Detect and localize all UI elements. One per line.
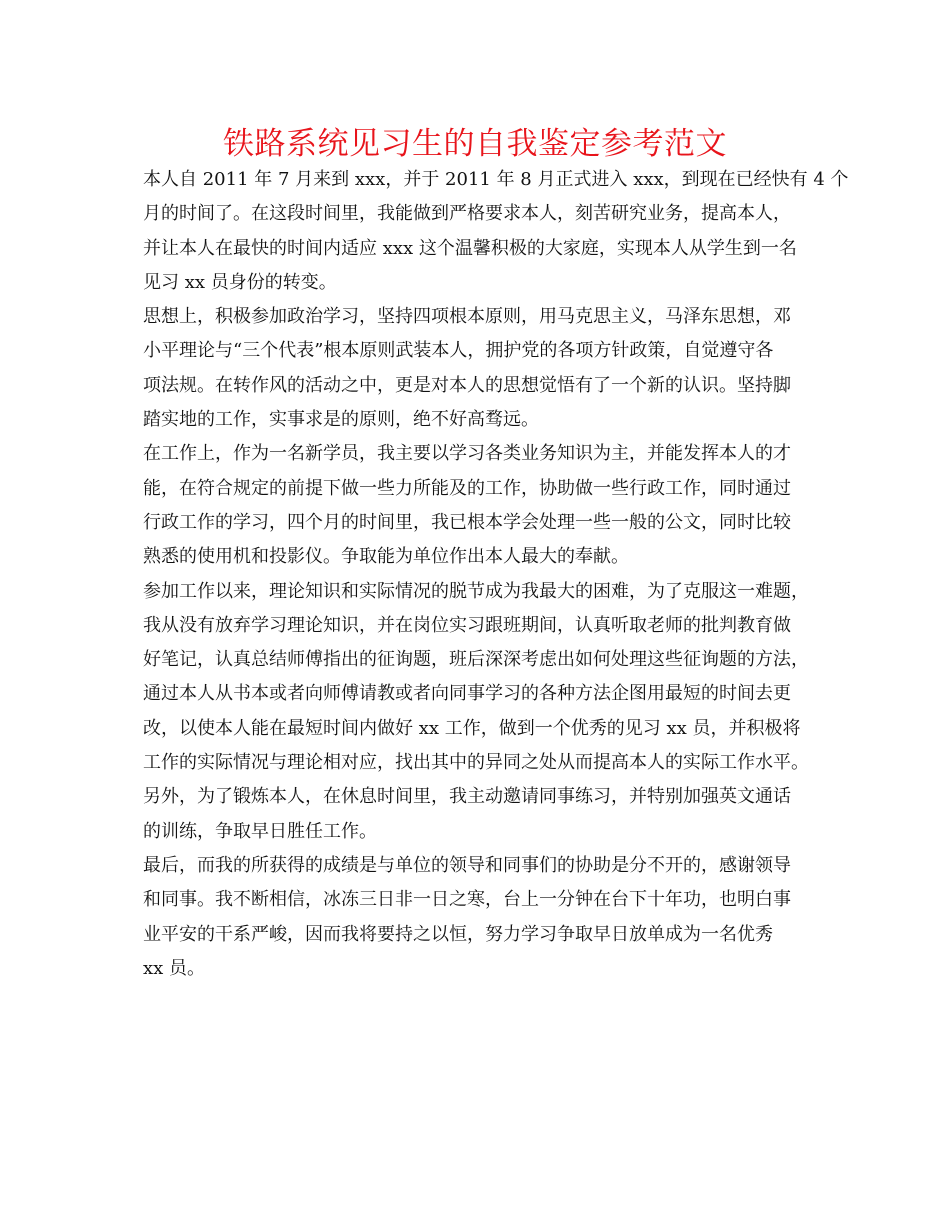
text-line: xx 员。 xyxy=(143,957,206,979)
text-line: 最后，而我的所获得的成绩是与单位的领导和同事们的协助是分不开的，感谢领导 xyxy=(143,854,791,876)
text-line: 在工作上，作为一名新学员，我主要以学习各类业务知识为主，并能发挥本人的才 xyxy=(143,443,791,465)
document-title: 铁路系统见习生的自我鉴定参考范文 xyxy=(223,126,727,162)
text-line: 并让本人在最快的时间内适应 xxx 这个温馨积极的大家庭，实现本人从学生到一名 xyxy=(143,237,797,259)
text-line: 行政工作的学习，四个月的时间里，我已根本学会处理一些一般的公文，同时比较 xyxy=(143,511,791,533)
text-line: 工作的实际情况与理论相对应，找出其中的异同之处从而提高本人的实际工作水平。 xyxy=(143,752,809,774)
text-line: 和同事。我不断相信，冰冻三日非一日之寒，台上一分钟在台下十年功，也明白事 xyxy=(143,889,791,911)
text-line: 项法规。在转作风的活动之中，更是对本人的思想觉悟有了一个新的认识。坚持脚 xyxy=(143,374,791,396)
text-line: 通过本人从书本或者向师傅请教或者向同事学习的各种方法企图用最短的时间去更 xyxy=(143,683,791,705)
text-line: 本人自 2011 年 7 月来到 xxx，并于 2011 年 8 月正式进入 xxx，到现在已经快有 4 个 xyxy=(143,169,849,190)
text-line: 见习 xx 员身份的转变。 xyxy=(143,271,337,293)
document-body xyxy=(143,163,849,986)
text-line: 月的时间了。在这段时间里，我能做到严格要求本人，刻苦研究业务，提高本人， xyxy=(143,203,791,225)
text-line: 踏实地的工作，实事求是的原则，绝不好高骛远。 xyxy=(143,409,539,431)
text-line: 的训练，争取早日胜任工作。 xyxy=(143,820,377,842)
text-line: 改，以使本人能在最短时间内做好 xx 工作，做到一个优秀的见习 xx 员，并积极将 xyxy=(143,717,801,739)
text-line: 业平安的干系严峻，因而我将要持之以恒，努力学习争取早日放单成为一名优秀 xyxy=(143,923,773,945)
text-line: 我从没有放弃学习理论知识，并在岗位实习跟班期间，认真听取老师的批判教育做 xyxy=(143,614,791,636)
text-line: 另外，为了锻炼本人，在休息时间里，我主动邀请同事练习，并特别加强英文通话 xyxy=(143,786,791,808)
text-line: 能，在符合规定的前提下做一些力所能及的工作，协助做一些行政工作，同时通过 xyxy=(143,477,791,499)
text-line: 熟悉的使用机和投影仪。争取能为单位作出本人最大的奉献。 xyxy=(143,546,629,568)
text-line: 参加工作以来，理论知识和实际情况的脱节成为我最大的困难，为了克服这一难题， xyxy=(143,580,809,602)
text-line: 好笔记，认真总结师傅指出的征询题，班后深深考虑出如何处理这些征询题的方法， xyxy=(143,649,809,671)
text-line: 思想上，积极参加政治学习，坚持四项根本原则，用马克思主义，马泽东思想，邓 xyxy=(143,306,791,328)
text-line: 小平理论与“三个代表”根本原则武装本人，拥护党的各项方针政策，自觉遵守各 xyxy=(143,340,774,362)
